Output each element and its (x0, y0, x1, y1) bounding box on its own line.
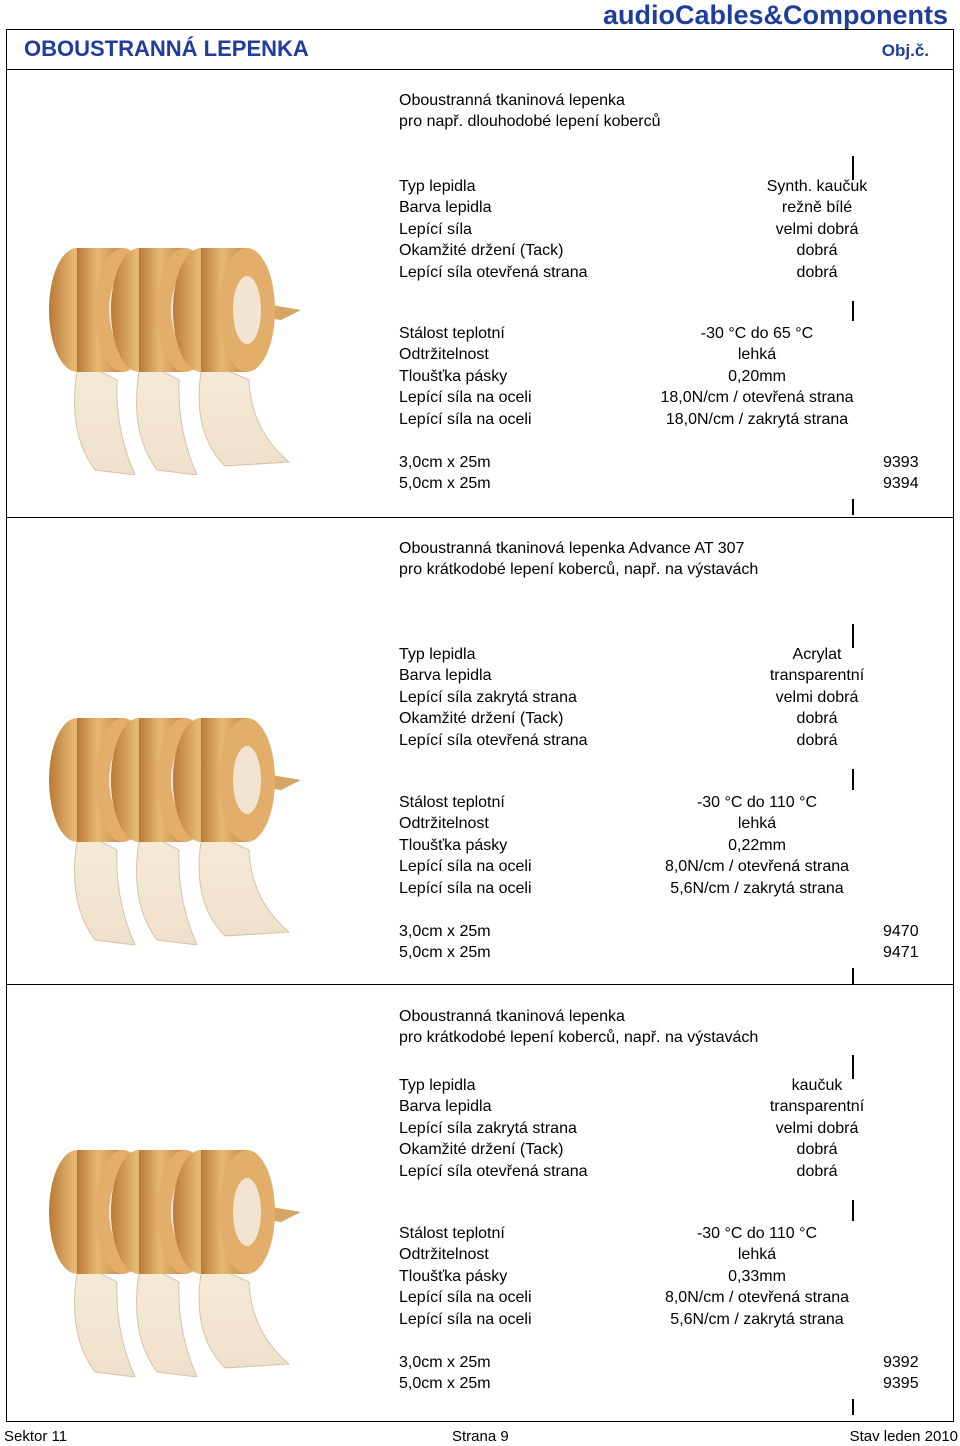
product-description: pro krátkodobé lepení koberců, např. na výstavách (399, 1029, 759, 1047)
spec-label: Lepící síla na oceli (399, 410, 532, 428)
spec-value: kaučuk (791, 1077, 843, 1094)
spec-value: velmi dobrá (775, 688, 859, 706)
spec-label: Lepící síla na oceli (399, 879, 532, 897)
tape-rolls-icon (37, 710, 347, 945)
product-name: Oboustranná tkaninová lepenka Advance AT 307 (399, 540, 745, 557)
spec-label: Lepící síla otevřená strana (399, 263, 588, 281)
product-block (7, 517, 953, 985)
footer-page: Strana 9 (452, 1428, 509, 1445)
spec-label: Tloušťka pásky (399, 1267, 508, 1285)
header-row (7, 30, 953, 70)
spec-value: Synth. kaučuk (766, 178, 868, 195)
variant-size: 3,0cm x 25m (399, 454, 491, 471)
spec-value: -30 °C do 65 °C (700, 325, 814, 342)
spec-label: Lepící síla zakrytá strana (399, 688, 577, 706)
product-block (7, 69, 953, 518)
spec-value: dobrá (796, 731, 838, 749)
spec-label: Lepící síla otevřená strana (399, 1162, 588, 1180)
spec-value: velmi dobrá (775, 220, 859, 238)
spec-value: transparentní (769, 667, 865, 685)
spec-label: Stálost teplotní (399, 325, 505, 342)
spec-value: 18,0N/cm / otevřená strana (660, 389, 854, 407)
product-image (37, 240, 347, 475)
spec-label: Stálost teplotní (399, 1225, 505, 1242)
column-divider (852, 624, 854, 648)
spec-label: Lepící síla na oceli (399, 389, 532, 407)
order-number: 9470 (883, 923, 919, 940)
spec-value: lehká (737, 1246, 777, 1264)
column-divider (852, 499, 854, 515)
spec-label: Tloušťka pásky (399, 836, 508, 854)
spec-value: 0,33mm (728, 1267, 786, 1285)
spec-value: 0,22mm (728, 836, 786, 854)
order-number: 9393 (883, 454, 919, 471)
spec-value: dobrá (796, 263, 838, 281)
spec-label: Odtržitelnost (399, 1246, 489, 1264)
product-image (37, 710, 347, 945)
spec-label: Barva lepidla (399, 1098, 492, 1116)
spec-value: dobrá (796, 1141, 838, 1159)
product-name: Oboustranná tkaninová lepenka (399, 1008, 625, 1025)
order-number: 9395 (883, 1375, 919, 1393)
column-divider (852, 1200, 854, 1221)
spec-label: Typ lepidla (399, 646, 476, 663)
variant-size: 3,0cm x 25m (399, 923, 491, 940)
order-number: 9394 (883, 475, 919, 493)
spec-label: Lepící síla otevřená strana (399, 731, 588, 749)
spec-label: Stálost teplotní (399, 794, 505, 811)
spec-value: 18,0N/cm / zakrytá strana (665, 410, 849, 428)
spec-value: velmi dobrá (775, 1119, 859, 1137)
catalog-frame (6, 29, 954, 1422)
spec-value: dobrá (796, 242, 838, 260)
product-block (7, 984, 953, 1423)
footer-sector: Sektor 11 (4, 1428, 68, 1445)
spec-label: Okamžité držení (Tack) (399, 1141, 564, 1159)
spec-label: Barva lepidla (399, 199, 492, 217)
spec-label: Typ lepidla (399, 1077, 476, 1094)
footer-status: Stav leden 2010 (849, 1428, 958, 1445)
spec-value: režně bílé (781, 199, 853, 217)
tape-rolls-icon (37, 240, 347, 475)
spec-value: dobrá (796, 1162, 838, 1180)
column-divider (852, 1055, 854, 1079)
spec-value: 5,6N/cm / zakrytá strana (670, 1310, 844, 1328)
column-divider (852, 301, 854, 321)
spec-value: dobrá (796, 710, 838, 728)
spec-label: Typ lepidla (399, 178, 476, 195)
brand-logo-text: audioCables&Components (602, 0, 948, 30)
spec-label: Barva lepidla (399, 667, 492, 685)
spec-value: -30 °C do 110 °C (696, 794, 818, 811)
order-column-heading: Obj.č. (881, 41, 929, 60)
spec-value: 0,20mm (728, 367, 786, 385)
order-number: 9392 (883, 1354, 919, 1371)
spec-label: Okamžité držení (Tack) (399, 242, 564, 260)
spec-label: Odtržitelnost (399, 346, 489, 364)
spec-label: Tloušťka pásky (399, 367, 508, 385)
footer (0, 1428, 960, 1446)
product-name: Oboustranná tkaninová lepenka (399, 92, 625, 109)
spec-label: Okamžité držení (Tack) (399, 710, 564, 728)
spec-value: 8,0N/cm / otevřená strana (664, 1289, 850, 1307)
spec-value: Acrylat (792, 646, 842, 663)
spec-value: 8,0N/cm / otevřená strana (664, 858, 850, 876)
spec-value: 5,6N/cm / zakrytá strana (670, 879, 844, 897)
column-divider (852, 1399, 854, 1415)
spec-label: Lepící síla zakrytá strana (399, 1119, 577, 1137)
spec-label: Odtržitelnost (399, 815, 489, 833)
spec-label: Lepící síla (399, 220, 472, 238)
variant-size: 5,0cm x 25m (399, 1375, 491, 1393)
page-title: OBOUSTRANNÁ LEPENKA (24, 36, 309, 61)
spec-label: Lepící síla na oceli (399, 858, 532, 876)
spec-label: Lepící síla na oceli (399, 1289, 532, 1307)
order-number: 9471 (883, 944, 919, 962)
variant-size: 3,0cm x 25m (399, 1354, 491, 1371)
spec-value: lehká (737, 815, 777, 833)
spec-value: -30 °C do 110 °C (696, 1225, 818, 1242)
spec-label: Lepící síla na oceli (399, 1310, 532, 1328)
tape-rolls-icon (37, 1142, 347, 1377)
product-description: pro např. dlouhodobé lepení koberců (399, 113, 661, 131)
product-image (37, 1142, 347, 1377)
spec-value: lehká (737, 346, 777, 364)
spec-value: transparentní (769, 1098, 865, 1116)
variant-size: 5,0cm x 25m (399, 944, 491, 962)
variant-size: 5,0cm x 25m (399, 475, 491, 493)
column-divider (852, 968, 854, 984)
product-description: pro krátkodobé lepení koberců, např. na výstavách (399, 561, 759, 579)
column-divider (852, 769, 854, 790)
